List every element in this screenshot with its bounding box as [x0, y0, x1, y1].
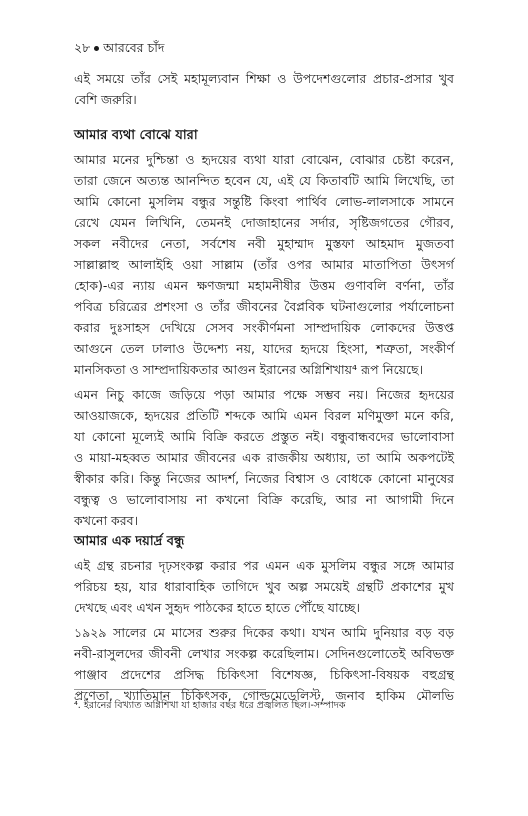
paragraph-line: সকল নবীদের নেতা, সর্বশেষ নবী মুহাম্মাদ মুস্তফা আহমাদ মুজতবা [74, 236, 454, 251]
paragraph-line: আমার মনের দুশ্চিন্তা ও হৃদয়ের ব্যথা যারা বোঝেন, বোঝার চেষ্টা করেন, [74, 152, 454, 167]
paragraph-line: মানসিকতা ও সাম্প্রদায়িকতার আগুন ইরানের অগ্নিশিখায়⁴ রূপ নিয়েছে। [74, 362, 424, 377]
paragraph-line: আগুনে তেল ঢালাও উদ্দেশ্য নয়, যাদের হৃদয়ে হিংসা, শত্রুতা, সংকীর্ণ [74, 341, 454, 356]
page-number: ২৮ [74, 40, 91, 55]
paragraph-line: বন্ধুত্ব ও ভালোবাসায় না কখনো বিক্রি করেছি, আর না আগামী দিনে [74, 492, 454, 507]
paragraph-line: হোক)-এর ন্যায় এমন ক্ষণজন্মা মহামনীষীর উত্তম গুণাবলি বর্ণনা, তাঁর [74, 278, 454, 293]
section-heading: আমার ব্যথা বোঝে যারা [74, 128, 198, 143]
footnote-text: ইরানের বিখ্যাত অগ্নিশিখা যা হাজার বছর ধরে প্রজ্বলিত ছিল।-সম্পাদক [83, 700, 346, 711]
running-head [74, 40, 164, 56]
paragraph-line: আওয়াজকে, হৃদয়ের প্রতিটি শব্দকে আমি এমন বিরল মণিমুক্তা মনে করি, [74, 408, 454, 423]
paragraph-line: সাল্লাল্লাহু আলাইহি ওয়া সাল্লাম (তাঁর ওপর আমার মাতাপিতা উৎসর্গ [74, 257, 454, 272]
paragraph-line: দেখছে এবং এখন সুহৃদ পাঠকের হাতে হাতে পৌঁছে যাচ্ছে। [74, 600, 360, 615]
section-heading: আমার এক দয়ার্দ্র বন্ধু [74, 534, 185, 549]
book-title: আরবের চাঁদ [103, 40, 165, 55]
paragraph-line: তারা জেনে অত্যন্ত আনন্দিত হবেন যে, এই যে কিতাবটি আমি লিখেছি, তা [74, 173, 454, 188]
paragraph-line: ১৯২৯ সালের মে মাসের শুরুর দিকের কথা। যখন আমি দুনিয়ার বড় বড় [74, 625, 454, 640]
paragraph-line: কখনো করব। [74, 513, 139, 528]
paragraph-line: করার দুঃসাহস দেখিয়ে সেসব সংকীর্ণমনা সাম্প্রদায়িক লোকদের উত্তপ্ত [74, 320, 454, 335]
paragraph-line: এই গ্রন্থ রচনার দৃঢ়সংকল্প করার পর এমন এক মুসলিম বন্ধুর সঙ্গে আমার [74, 558, 454, 573]
paragraph-line: নবী-রাসুলদের জীবনী লেখার সংকল্প করেছিলাম। সেদিনগুলোতেই অবিভক্ত [74, 646, 454, 661]
footnote-marker: ⁴. [74, 700, 81, 711]
paragraph-line: প্রণেতা, খ্যাতিমান চিকিৎসক, গোল্ডমেডেলিস্ট, জনাব হাকিম মৌলভি [74, 688, 454, 703]
paragraph-line: ও মায়া-মহব্বত আমার জীবনের এক রাজকীয় অধ্যায়, তা আমি অকপটেই [74, 450, 454, 465]
paragraph-line: পবিত্র চরিত্রের প্রশংসা ও তাঁর জীবনের বৈপ্লবিক ঘটনাগুলোর পর্যালোচনা [74, 299, 454, 314]
intro-line: বেশি জরুরি। [74, 92, 137, 107]
paragraph-line: রেখে যেমন লিখিনি, তেমনই দোজাহানের সর্দার, সৃষ্টিজগতের গৌরব, [74, 215, 454, 230]
paragraph-line: পাঞ্জাব প্রদেশের প্রসিদ্ধ চিকিৎসা বিশেষজ্ঞ, চিকিৎসা-বিষয়ক বহুগ্রন্থ [74, 667, 454, 682]
paragraph-line: আমি কোনো মুসলিম বন্ধুর সন্তুষ্টি কিংবা পার্থিব লোভ-লালসাকে সামনে [74, 194, 454, 209]
paragraph-line: স্বীকার করি। কিন্তু নিজের আদর্শ, নিজের বিশ্বাস ও বোধকে কোনো মানুষের [74, 471, 454, 486]
paragraph-line: পরিচয় হয়, যার ধারাবাহিক তাগিদে খুব অল্প সময়েই গ্রন্থটি প্রকাশের মুখ [74, 579, 454, 594]
paragraph-line: যা কোনো মূল্যেই আমি বিক্রি করতে প্রস্তুত নই। বন্ধুবান্ধবদের ভালোবাসা [74, 429, 454, 444]
separator-dot-icon [94, 46, 99, 51]
paragraph-line: এমন নিচু কাজে জড়িয়ে পড়া আমার পক্ষে সম্ভব নয়। নিজের হৃদয়ের [74, 387, 454, 402]
intro-line: এই সময়ে তাঁর সেই মহামূল্যবান শিক্ষা ও উপদেশগুলোর প্রচার-প্রসার খুব [74, 71, 454, 86]
